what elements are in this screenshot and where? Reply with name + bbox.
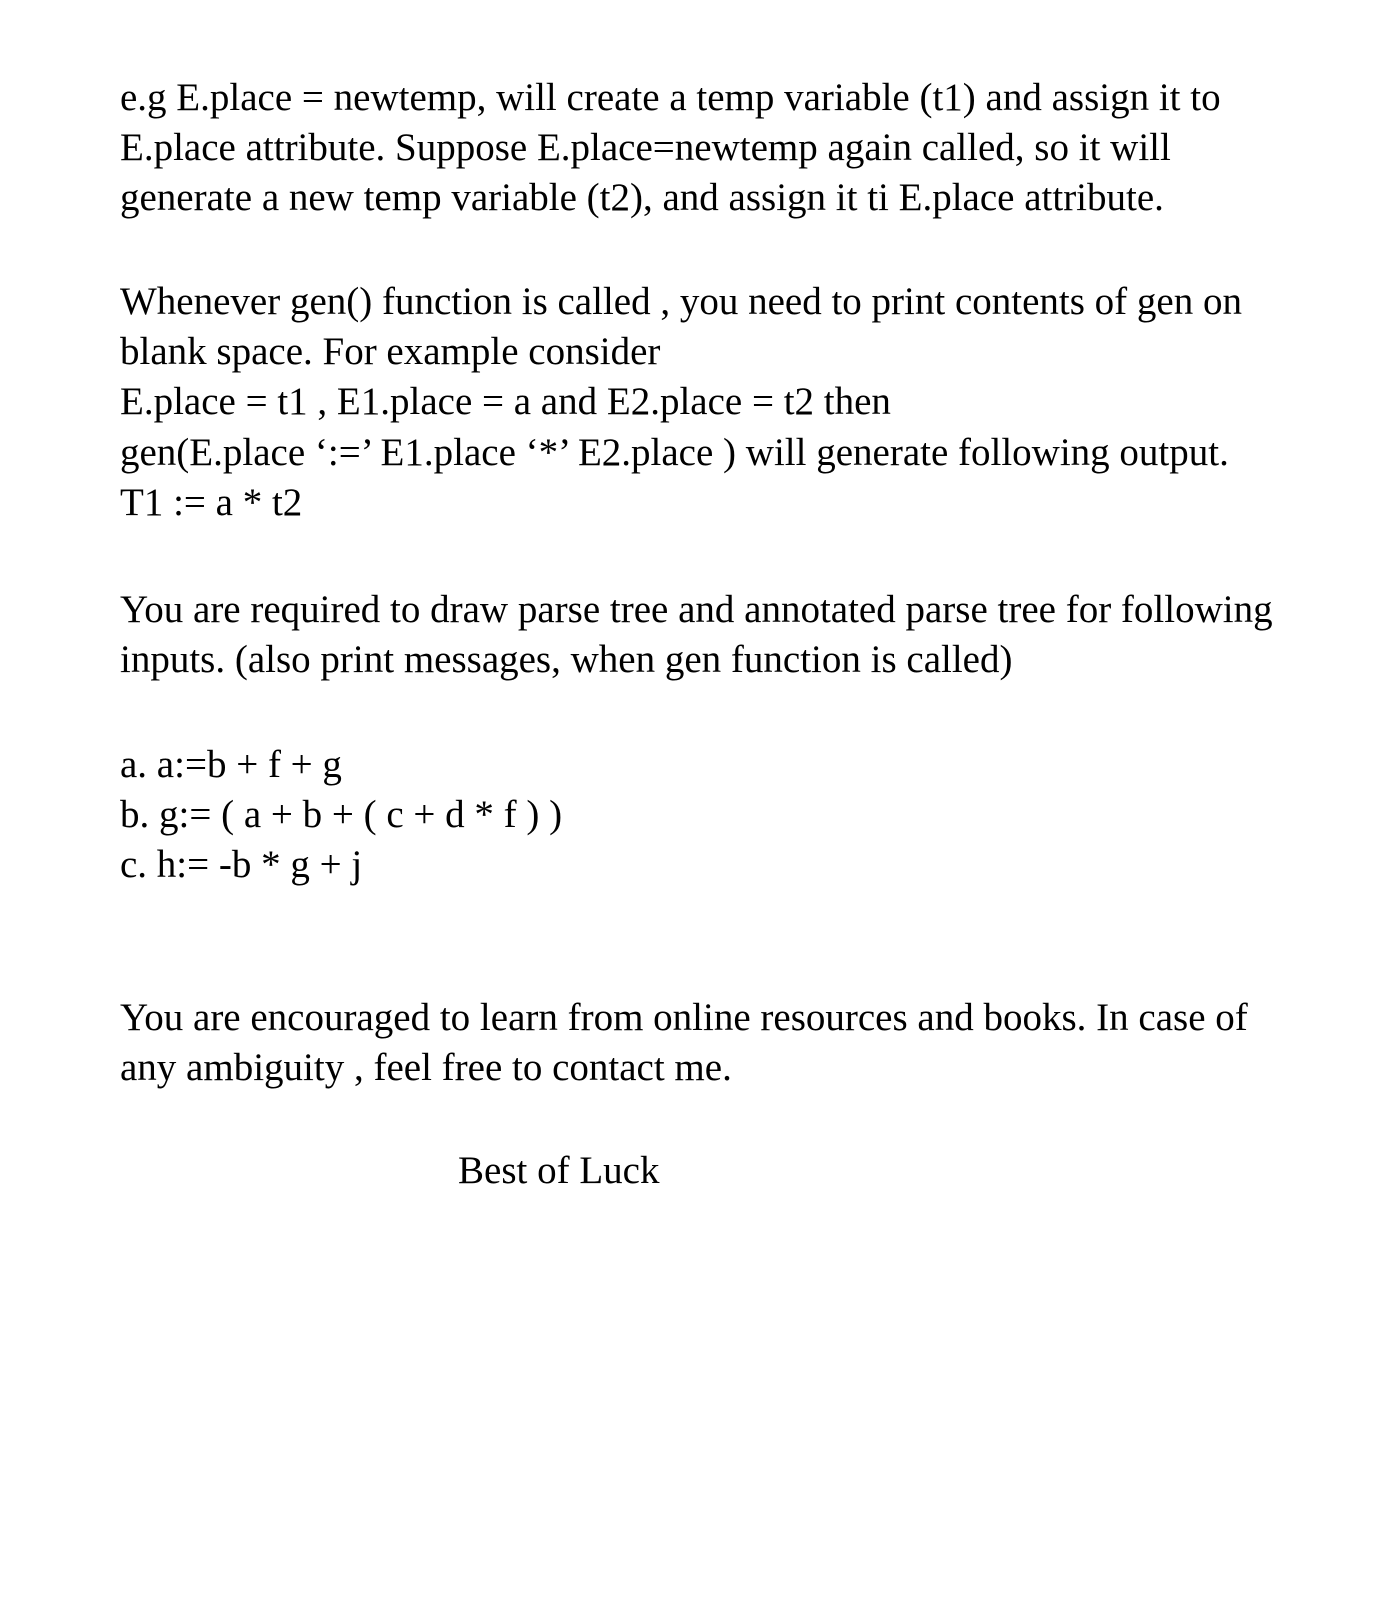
paragraph-2-line-2: blank space. For example consider xyxy=(120,330,661,373)
paragraph-3-line-2: inputs. (also print messages, when gen function is called) xyxy=(120,638,1013,681)
paragraph-4-line-2: any ambiguity , feel free to contact me. xyxy=(120,1046,732,1089)
paragraph-3-line-1: You are required to draw parse tree and annotated parse tree for following xyxy=(120,588,1273,631)
input-item-b: b. g:= ( a + b + ( c + d * f ) ) xyxy=(120,793,563,836)
closing-text: Best of Luck xyxy=(458,1149,660,1192)
paragraph-1-line-1: e.g E.place = newtemp, will create a temp variable (t1) and assign it to xyxy=(120,76,1221,119)
paragraph-2-line-1: Whenever gen() function is called , you need to print contents of gen on xyxy=(120,280,1242,323)
paragraph-4-line-1: You are encouraged to learn from online resources and books. In case of xyxy=(120,996,1248,1039)
paragraph-1-line-3: generate a new temp variable (t2), and assign it ti E.place attribute. xyxy=(120,176,1164,219)
paragraph-2-line-5: T1 := a * t2 xyxy=(120,481,303,524)
paragraph-1-line-2: E.place attribute. Suppose E.place=newtemp again called, so it will xyxy=(120,126,1171,169)
paragraph-2-line-3: E.place = t1 , E1.place = a and E2.place = t2 then xyxy=(120,380,891,423)
input-item-a: a. a:=b + f + g xyxy=(120,743,342,786)
input-item-c: c. h:= -b * g + j xyxy=(120,843,363,886)
paragraph-2-line-4: gen(E.place ‘:=’ E1.place ‘*’ E2.place ) will generate following output. xyxy=(120,431,1229,474)
